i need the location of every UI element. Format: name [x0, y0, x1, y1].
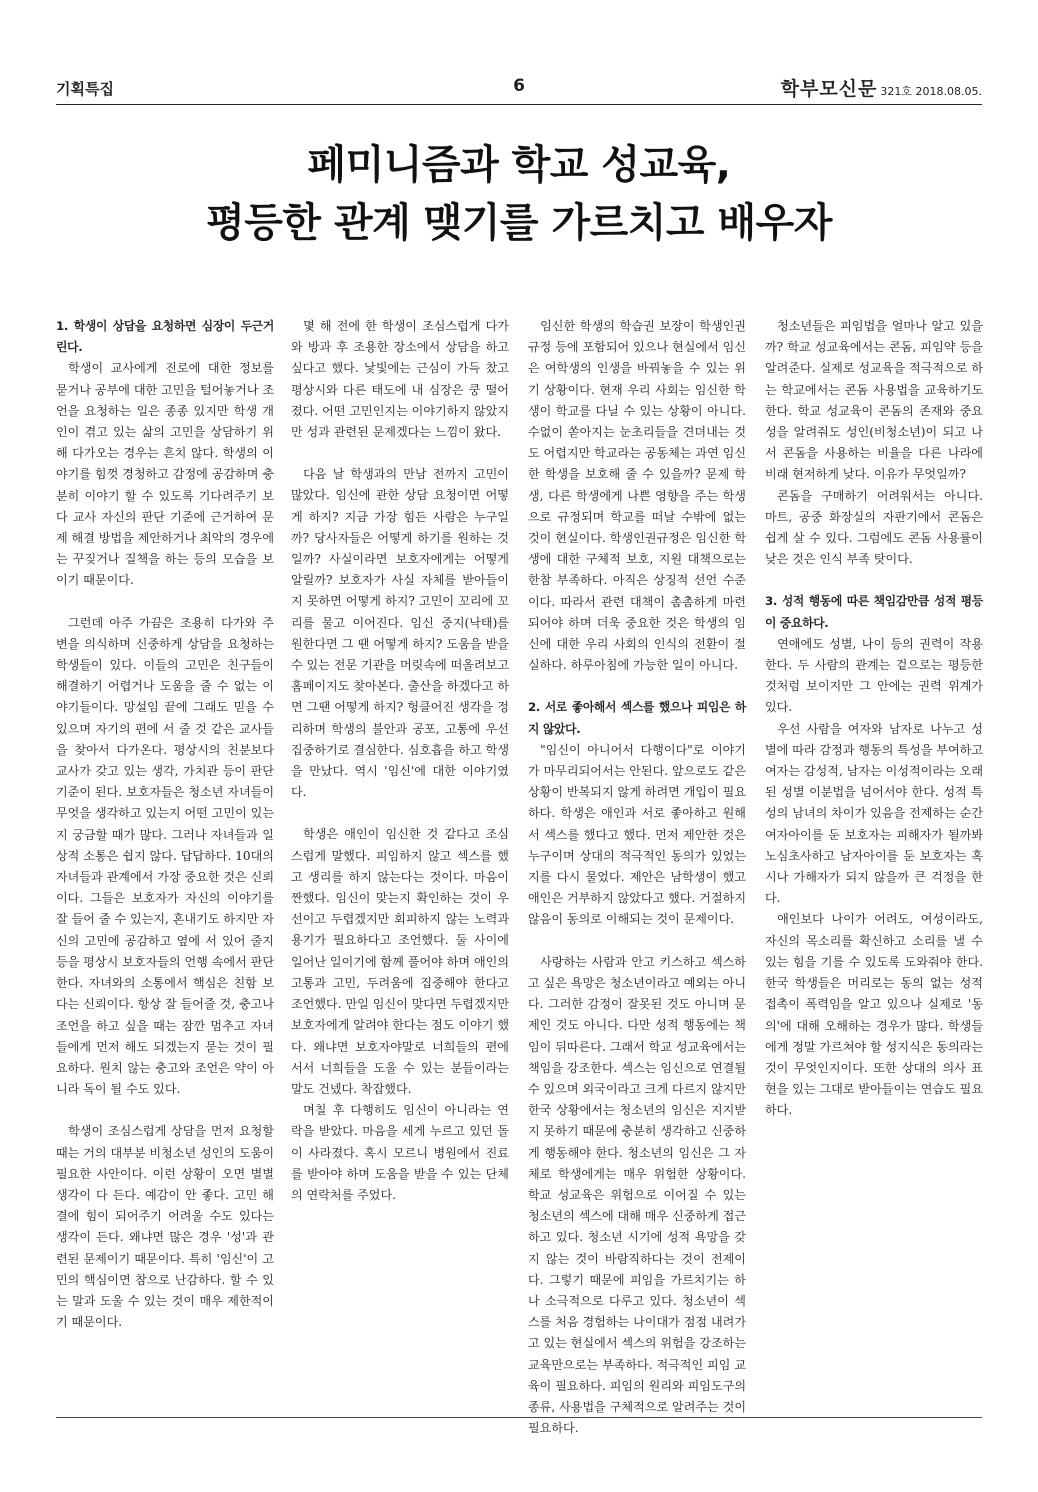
paragraph: 청소년들은 피임법을 얼마나 알고 있을까? 학교 성교육에서는 콘돔, 피임약 등을 알려준다. 실제로 성교육을 적극적으로 하는 학교에서는 콘돔 사용법을 교육하기도 한다. 학교 성교육이 콘돔의 존재와 중요성을 알려줘도 성인(비청소년)이 되고 나서 콘돔을 사용하는 비율을 다른 나라에 비래 현저하게 낮다. 이유가 무엇일까? — [765, 319, 983, 482]
paragraph: 다음 날 학생과의 만남 전까지 고민이 많았다. 임신에 관한 상담 요청이면 어떻게 하지? 지금 가장 힘든 사람은 누구일까? 당사자들은 어떻게 하기를 원하는 것일까? 사실이라면 보호자에게는 어떻게 알릴까? 보호자가 사실 자체를 받아들이지 못하면 어떻게 하지? 고민이 꼬리에 꼬리를 물고 이어진다. 임신 중지(낙태)를 원한다면 그 땐 어떻게 하지? 도움을 받을 수 있는 전문 기관을 머릿속에 떠올려보고 홈페이지도 찾아본다. 출산을 하겠다고 하면 그땐 어떻게 하지? 헝클어진 생각을 정리하며 학생의 불안과 공포, 고통에 우선 집중하기로 결심한다. 심호흡을 하고 학생을 만났다. 역시 '임신'에 대한 이야기였다. — [291, 467, 509, 800]
headline — [56, 136, 982, 252]
headline-line-1: 페미니즘과 학교 성교육, — [307, 142, 731, 188]
paragraph: 며칠 후 다행히도 임신이 아니라는 연락을 받았다. 마음을 세게 누르고 있던 돌이 사라졌다. 혹시 모르니 병원에서 진료를 받아야 하며 도움을 받을 수 있는 단체의 연락처를 주었다. — [291, 1103, 509, 1202]
subheading-1: 1. 학생이 상담을 요청하면 심장이 두근거린다. — [56, 319, 274, 355]
paragraph: 임신한 학생의 학습권 보장이 학생인권규정 등에 포함되어 있으나 현실에서 임신은 여학생의 인생을 바꿔놓을 수 있는 위기 상황이다. 현재 우리 사회는 임신한 학생이 학교를 다닐 수 있는 상황이 아니다. 수없이 쏟아지는 눈초리들을 견뎌내는 것도 어렵지만 학교라는 공동체는 과연 임신한 학생을 보호해 줄 수 있을까? 문제 학생, 다른 학생에게 나쁜 영향을 주는 학생으로 규정되며 학교를 떠날 수밖에 없는 것이 현실이다. 학생인권규정은 임신한 학생에 대한 구체적 보호, 지원 대책으로는 한참 부족하다. 아직은 상징적 선언 수준이다. 따라서 관련 대책이 촘촘하게 마련되어야 하며 더욱 중요한 것은 학생의 임신에 대한 우리 사회의 인식의 전환이 절실하다. 하루아침에 가능한 일이 아니다. — [528, 319, 746, 673]
paragraph: 학생이 교사에게 진로에 대한 정보를 묻거나 공부에 대한 고민을 털어놓거나 조언을 요청하는 일은 종종 있지만 학생 개인이 겪고 있는 삶의 고민을 상담하기 위해 다가오는 경우는 흔치 않다. 학생의 이야기를 힘껏 경청하고 감정에 공감하며 충분히 이야기 할 수 있도록 기다려주기 보다 교사 자신의 판단 기준에 근거하여 문제 해결 방법을 제안하거나 최악의 경우에는 꾸짖거나 질책을 하는 등의 모습을 보이기 때문이다. — [56, 361, 274, 588]
paragraph: 애인보다 나이가 어려도, 여성이라도, 자신의 목소리를 확신하고 소리를 낼 수 있는 힘을 기를 수 있도록 도와줘야 한다. 한국 학생들은 머리로는 동의 없는 성적 접촉이 폭력임을 알고 있으나 실제로 '동의'에 대해 오해하는 경우가 많다. 학생들에게 정말 가르쳐야 할 성지식은 동의라는 것이 무엇인지이다. 또한 상대의 의사 표현을 있는 그대로 받아들이는 연습도 필요하다. — [765, 912, 983, 1118]
paragraph: 학생이 조심스럽게 상담을 먼저 요청할 때는 거의 대부분 비청소년 성인의 도움이 필요한 사안이다. 이런 상황이 오면 별별 생각이 다 든다. 예감이 안 좋다. 고민 해결에 힘이 되어주기 어려울 수도 있다는 생각이 든다. 왜냐면 많은 경우 '성'과 관련된 문제이기 때문이다. 특히 '임신'이 고민의 핵심이면 참으로 난감하다. 할 수 있는 말과 도울 수 있는 것이 매우 제한적이기 때문이다. — [56, 1124, 274, 1330]
subheading-2: 2. 서로 좋아해서 섹스를 했으나 피임은 하지 않았다. — [528, 700, 746, 736]
footer-rule — [56, 1417, 982, 1418]
column-4 — [765, 316, 983, 1122]
paragraph: 그런데 아주 가끔은 조용히 다가와 주변을 의식하며 신중하게 상담을 요청하는 학생들이 있다. 이들의 고민은 친구들이 해결하기 어렵거나 도움을 줄 수 없는 이야기들이다. 망설임 끝에 그래도 믿을 수 있으며 자기의 편에 서 줄 것 같은 교사들을 찾아서 다가온다. 평상시의 친분보다 교사가 갖고 있는 생각, 가치관 등이 판단 기준이 된다. 보호자들은 청소년 자녀들이 무엇을 생각하고 있는지 어떤 고민이 있는지 궁금할 때가 많다. 그러나 자녀들과 일상적 소통은 쉽지 않다. 답답하다. 10대의 자녀들과 관계에서 가장 중요한 것은 신뢰이다. 그들은 보호자가 자신의 이야기를 잘 들어 줄 수 있는지, 혼내기도 하지만 자신의 고민에 공감하고 옆에 서 있어 줄지 등을 평상시 보호자들의 언행 속에서 판단한다. 자녀와의 소통에서 핵심은 친함 보다는 신뢰이다. 항상 잘 들어줄 것, 충고나 조언을 하고 싶을 때는 잠깐 멈추고 자녀들에게 먼저 해도 되겠는지 묻는 것이 필요하다. 원치 않는 충고와 조언은 약이 아니라 독이 될 수도 있다. — [56, 615, 274, 1097]
paragraph: 연애에도 성별, 나이 등의 권력이 작용한다. 두 사람의 관계는 겉으로는 평등한 것처럼 보이지만 그 안에는 권력 위계가 있다. — [765, 636, 983, 715]
column-1 — [56, 316, 274, 1333]
column-2 — [291, 316, 509, 1206]
header-rule — [56, 104, 982, 105]
page-header — [56, 74, 982, 104]
paragraph: 사랑하는 사람과 안고 키스하고 섹스하고 싶은 욕망은 청소년이라고 예외는 아니다. 그러한 감정이 잘못된 것도 아니며 문제인 것도 아니다. 다만 성적 행동에는 책임이 뒤따른다. 그래서 학교 성교육에서는 책임을 강조한다. 섹스는 임신으로 연결될 수 있으며 외국이라고 크게 다르지 않지만 한국 상황에서는 청소년의 임신은 지지받지 못하기 때문에 충분히 생각하고 신중하게 행동해야 한다. 청소년의 임신은 그 자체로 학생에게는 매우 위험한 상황이다. 학교 성교육은 위험으로 이어질 수 있는 청소년의 섹스에 대해 매우 신중하게 접근하고 있다. 청소년 시기에 성적 욕망을 갖지 않는 것이 바람직하다는 것이 전제이다. 그렇기 때문에 피임을 가르치기는 하나 소극적으로 다루고 있다. 청소년이 섹스를 처음 경험하는 나이대가 점점 내려가고 있는 현실에서 섹스의 위험을 강조하는 교육만으로는 부족하다. 적극적인 피임 교육이 필요하다. 피임의 원리와 피임도구의 종류, 사용법을 구체적으로 알려주는 것이 필요하다. — [528, 954, 746, 1436]
paragraph: 우선 사람을 여자와 남자로 나누고 성별에 따라 감정과 행동의 특성을 부여하고 여자는 감성적, 남자는 이성적이라는 오래된 성별 이분법을 넘어서야 한다. 성적 특성의 남녀의 차이가 있음을 전제하는 순간 여자아이를 둔 보호자는 피해자가 될까봐 노심초사하고 남자아이를 둔 보호자는 혹시나 가해자가 되지 않을까 큰 걱정을 한다. — [765, 721, 983, 906]
column-3 — [528, 316, 746, 1439]
headline-line-2: 평등한 관계 맺기를 가르치고 배우자 — [206, 200, 832, 246]
section-label: 기획특집 — [56, 80, 114, 98]
issue-date: 321호 2018.08.05. — [880, 85, 982, 98]
paragraph: 학생은 애인이 임신한 것 같다고 조심스럽게 말했다. 피임하지 않고 섹스를 했고 생리를 하지 않는다는 것이다. 마음이 짠했다. 임신이 맞는지 확인하는 것이 우선이고 두렵겠지만 회피하지 않는 노력과 용기가 필요하다고 조언했다. 둘 사이에 일어난 일이기에 함께 풀어야 하며 애인의 고통과 고민, 두려움에 집중해야 한다고 조언했다. 만일 임신이 맞다면 두렵겠지만 보호자에게 알려야 한다는 점도 이야기 했다. 왜냐면 보호자야말로 너희들의 편에 서서 너희들을 도울 수 있는 분들이라는 말도 건넸다. 착잡했다. — [291, 827, 509, 1096]
paragraph: 콘돔을 구매하기 어려워서는 아니다. 마트, 공중 화장실의 자판기에서 콘돔은 쉽게 살 수 있다. 그럼에도 콘돔 사용률이 낮은 것은 인식 부족 탓이다. — [765, 488, 983, 567]
paragraph: "임신이 아니어서 다행이다"로 이야기가 마무리되어서는 안된다. 앞으로도 같은 상황이 반복되지 않게 하려면 개입이 필요하다. 학생은 애인과 서로 좋아하고 원해서 섹스를 했다고 했다. 먼저 제안한 것은 누구이며 상대의 적극적인 동의가 있었는지를 다시 물었다. 제안은 남학생이 했고 애인은 거부하지 않았다고 했다. 거절하지 않음이 동의로 이해되는 것이 문제이다. — [528, 742, 746, 927]
paragraph: 몇 해 전에 한 학생이 조심스럽게 다가와 방과 후 조용한 장소에서 상담을 하고 싶다고 했다. 낯빛에는 근심이 가득 찼고 평상시와 다른 태도에 내 심장은 쿵 떨어졌다. 어떤 고민인지는 이야기하지 않았지만 성과 관련된 문제겠다는 느낌이 왔다. — [291, 319, 509, 440]
masthead — [781, 74, 982, 101]
masthead-logo: 학부모신문 — [780, 78, 878, 100]
subheading-3: 3. 성적 행동에 따른 책임감만큼 성적 평등이 중요하다. — [765, 594, 983, 630]
page-number: 6 — [513, 76, 525, 96]
